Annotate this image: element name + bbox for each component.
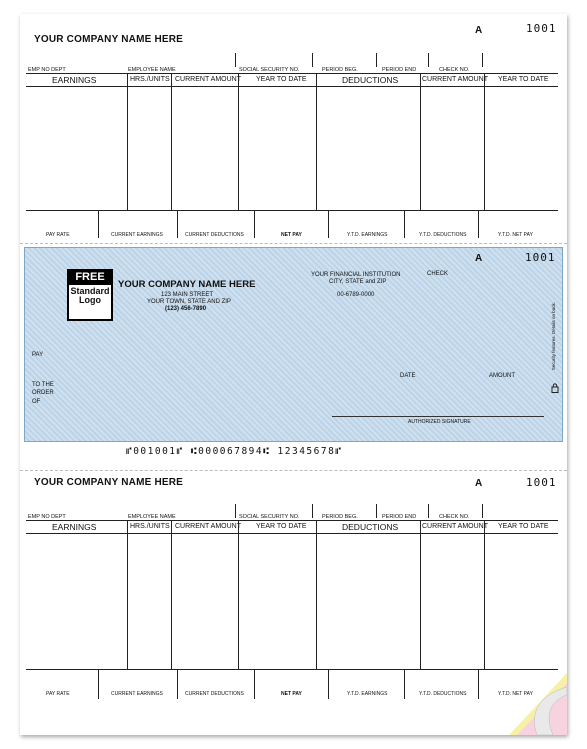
column-divider <box>171 74 172 210</box>
perforation-line <box>20 243 567 244</box>
label-period-end: PERIOD END <box>382 67 417 73</box>
check-body <box>24 247 563 442</box>
lock-icon <box>551 380 559 390</box>
column-divider <box>420 74 421 210</box>
pay-label: PAY <box>32 352 44 358</box>
label-pay-rate: PAY RATE <box>46 691 70 697</box>
col-current-amount: CURRENT AMOUNT <box>175 76 241 83</box>
label-net-pay: NET PAY <box>281 232 302 238</box>
micr-line: ⑈001001⑈ ⑆000067894⑆ 12345678⑈ <box>126 446 343 457</box>
label-check-no: CHECK NO. <box>439 67 470 73</box>
order-label: ORDER <box>32 390 54 396</box>
column-divider <box>127 74 128 210</box>
col-earnings: EARNINGS <box>52 522 97 532</box>
check-form-sheet <box>20 14 567 735</box>
stub-letter: A <box>475 478 483 489</box>
signature-line <box>332 416 544 417</box>
label-employee-name: EMPLOYEE NAME <box>128 67 176 73</box>
stub-letter: A <box>475 25 483 36</box>
logo-standard-text: Standard <box>70 286 110 296</box>
column-divider <box>420 521 421 669</box>
col-deductions: DEDUCTIONS <box>342 522 399 532</box>
label-current-deductions: CURRENT DEDUCTIONS <box>185 232 244 238</box>
col-ded-year-to-date: YEAR TO DATE <box>498 76 549 83</box>
footer-divider <box>177 210 178 238</box>
footer-divider <box>404 669 405 699</box>
label-ssn: SOCIAL SECURITY NO. <box>239 514 300 520</box>
free-standard-logo <box>67 269 113 321</box>
label-check-no: CHECK NO. <box>439 514 470 520</box>
header-divider <box>428 53 429 67</box>
column-header-rule <box>26 86 558 87</box>
label-current-earnings: CURRENT EARNINGS <box>111 691 163 697</box>
of-label: OF <box>32 399 41 405</box>
column-divider <box>238 74 239 210</box>
header-rule <box>26 73 558 74</box>
footer-divider <box>328 669 329 699</box>
label-ytd-net-pay: Y.T.D. NET PAY <box>498 691 533 697</box>
header-divider <box>428 504 429 518</box>
logo-logo-text: Logo <box>79 295 101 305</box>
footer-divider <box>177 669 178 699</box>
col-ded-year-to-date: YEAR TO DATE <box>498 523 549 530</box>
check-company-name: YOUR COMPANY NAME HERE <box>118 279 256 290</box>
header-divider <box>482 53 483 67</box>
amount-label: AMOUNT <box>489 373 515 379</box>
label-period-end: PERIOD END <box>382 514 417 520</box>
logo-free-text: FREE <box>69 271 111 285</box>
footer-divider <box>328 210 329 238</box>
col-earnings: EARNINGS <box>52 75 97 85</box>
header-divider <box>312 53 313 67</box>
label-pay-rate: PAY RATE <box>46 232 70 238</box>
header-divider <box>376 504 377 518</box>
column-divider <box>484 521 485 669</box>
footer-divider <box>478 210 479 238</box>
header-divider <box>235 53 236 67</box>
column-header-rule <box>26 533 558 534</box>
perforation-line <box>20 470 567 471</box>
header-rule <box>26 520 558 521</box>
label-period-beg: PERIOD BEG. <box>322 514 358 520</box>
bank-city: CITY, STATE and ZIP <box>329 279 387 285</box>
page-curl-icon <box>509 673 567 735</box>
column-divider <box>316 521 317 669</box>
col-deductions: DEDUCTIONS <box>342 75 399 85</box>
label-current-deductions: CURRENT DEDUCTIONS <box>185 691 244 697</box>
label-current-earnings: CURRENT EARNINGS <box>111 232 163 238</box>
date-label: DATE <box>400 373 416 379</box>
column-divider <box>127 521 128 669</box>
footer-divider <box>254 210 255 238</box>
column-divider <box>316 74 317 210</box>
label-ytd-deductions: Y.T.D. DEDUCTIONS <box>419 232 467 238</box>
bank-name: YOUR FINANCIAL INSTITUTION <box>311 272 401 278</box>
check-number: 1001 <box>525 251 556 264</box>
header-divider <box>482 504 483 518</box>
security-features-note: Security features. Details on back. <box>551 302 556 371</box>
col-year-to-date: YEAR TO DATE <box>256 76 307 83</box>
label-employee-name: EMPLOYEE NAME <box>128 514 176 520</box>
check-city: YOUR TOWN, STATE AND ZIP <box>147 299 231 305</box>
column-divider <box>171 521 172 669</box>
header-divider <box>376 53 377 67</box>
col-current-amount: CURRENT AMOUNT <box>175 523 241 530</box>
label-ytd-earnings: Y.T.D. EARNINGS <box>347 691 388 697</box>
check-label: CHECK <box>427 271 449 277</box>
col-ded-current-amount: CURRENT AMOUNT <box>422 76 488 83</box>
col-year-to-date: YEAR TO DATE <box>256 523 307 530</box>
footer-divider <box>254 669 255 699</box>
header-divider <box>312 504 313 518</box>
footer-divider <box>98 210 99 238</box>
footer-divider <box>404 210 405 238</box>
top-stub <box>20 14 567 244</box>
authorized-signature-label: AUTHORIZED SIGNATURE <box>408 419 471 425</box>
header-divider <box>235 504 236 518</box>
stub-check-number: 1001 <box>526 22 557 35</box>
label-ssn: SOCIAL SECURITY NO. <box>239 67 300 73</box>
column-divider <box>484 74 485 210</box>
stub-check-number: 1001 <box>526 476 557 489</box>
col-hrs-units: HRS./UNITS <box>130 523 170 530</box>
label-net-pay: NET PAY <box>281 691 302 697</box>
stub-company-name: YOUR COMPANY NAME HERE <box>34 477 184 488</box>
label-emp-no-dept: EMP NO DEPT <box>28 67 66 73</box>
col-hrs-units: HRS./UNITS <box>130 76 170 83</box>
label-ytd-deductions: Y.T.D. DEDUCTIONS <box>419 691 467 697</box>
stub-company-name: YOUR COMPANY NAME HERE <box>34 34 184 45</box>
check-street: 123 MAIN STREET <box>161 292 214 298</box>
routing-fraction: 00-6789-0000 <box>337 292 375 298</box>
bottom-stub <box>20 472 567 702</box>
label-period-beg: PERIOD BEG. <box>322 67 358 73</box>
column-divider <box>238 521 239 669</box>
check-phone: (123) 456-7890 <box>165 306 207 312</box>
to-the-label: TO THE <box>32 382 54 388</box>
check-letter: A <box>475 253 483 264</box>
label-ytd-net-pay: Y.T.D. NET PAY <box>498 232 533 238</box>
label-ytd-earnings: Y.T.D. EARNINGS <box>347 232 388 238</box>
label-emp-no-dept: EMP NO DEPT <box>28 514 66 520</box>
footer-divider <box>478 669 479 699</box>
col-ded-current-amount: CURRENT AMOUNT <box>422 523 488 530</box>
footer-divider <box>98 669 99 699</box>
